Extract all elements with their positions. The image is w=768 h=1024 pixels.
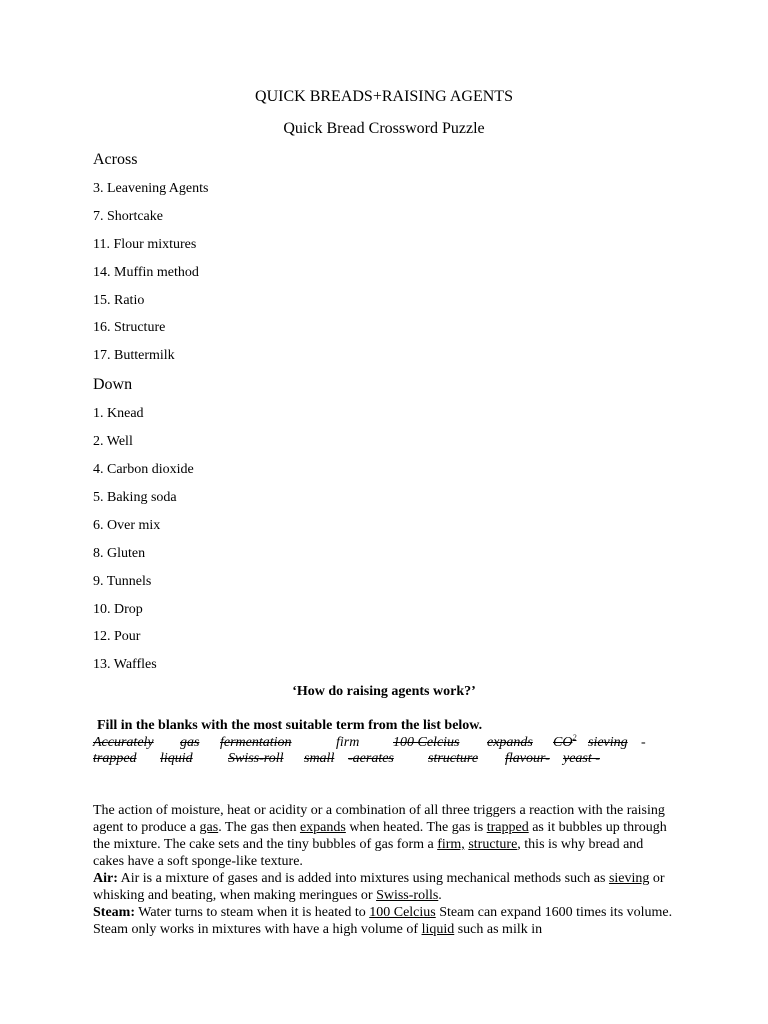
page-title: QUICK BREADS+RAISING AGENTS bbox=[255, 88, 513, 105]
text: or whisking and beating, when making meringues or bbox=[93, 871, 665, 903]
answer-liquid: liquid bbox=[421, 922, 455, 937]
text: when heated. The gas is bbox=[345, 820, 487, 835]
word-structure: structure bbox=[428, 751, 479, 766]
word-swiss-roll: Swiss-roll bbox=[228, 751, 284, 766]
answer-100-celcius: 100 Celcius bbox=[369, 905, 436, 920]
word-fermentation: fermentation bbox=[220, 735, 292, 750]
word-dash: - bbox=[641, 735, 646, 750]
answer-gas: gas bbox=[199, 820, 219, 835]
answer-sieving: sieving bbox=[608, 871, 650, 886]
word-aerates: -aerates bbox=[348, 751, 394, 766]
across-heading: Across bbox=[93, 151, 138, 168]
text: Water turns to steam when it is heated to bbox=[135, 905, 370, 920]
across-clue: 16. Structure bbox=[93, 320, 166, 335]
answer-expands: expands bbox=[299, 820, 346, 835]
word-firm: firm bbox=[336, 735, 360, 750]
word-co2-sup: 2 bbox=[572, 733, 577, 742]
word-co2-base: CO bbox=[553, 735, 573, 750]
air-label: Air: bbox=[93, 871, 118, 886]
answer-firm: firm, bbox=[437, 837, 465, 852]
down-clue: 8. Gluten bbox=[93, 546, 146, 561]
answer-structure: structure bbox=[468, 837, 518, 852]
across-clue: 3. Leavening Agents bbox=[93, 181, 209, 196]
instruction-text: Fill in the blanks with the most suitable term from the list below. bbox=[97, 718, 483, 733]
text: The action of moisture, heat or acidity or a combination of all three triggers a reaction with the raising agent to produce a bbox=[93, 803, 665, 835]
text: Steam can expand 1600 times its volume. Steam only works in mixtures with have a high volume of bbox=[93, 905, 673, 937]
text: , this is why bread and cakes have a soft sponge-like texture. bbox=[93, 837, 644, 869]
word-liquid: liquid bbox=[160, 751, 193, 766]
page-subtitle: Quick Bread Crossword Puzzle bbox=[283, 120, 485, 137]
word-yeast: yeast - bbox=[563, 751, 600, 766]
word-co2 bbox=[553, 735, 576, 751]
word-small: small bbox=[304, 751, 335, 766]
across-clue: 15. Ratio bbox=[93, 293, 145, 308]
paragraph-air bbox=[93, 870, 673, 904]
question-heading: ‘How do raising agents work?’ bbox=[292, 684, 476, 699]
down-clue: 5. Baking soda bbox=[93, 490, 177, 505]
word-sieving: sieving bbox=[588, 735, 628, 750]
down-clue: 9. Tunnels bbox=[93, 574, 152, 589]
down-clue: 10. Drop bbox=[93, 602, 143, 617]
across-clue: 7. Shortcake bbox=[93, 209, 163, 224]
answer-trapped: trapped bbox=[486, 820, 529, 835]
across-clue: 11. Flour mixtures bbox=[93, 237, 197, 252]
text: . The gas then bbox=[218, 820, 300, 835]
down-clue: 4. Carbon dioxide bbox=[93, 462, 194, 477]
across-clue: 14. Muffin method bbox=[93, 265, 199, 280]
answer-swiss-rolls: Swiss-rolls bbox=[376, 888, 439, 903]
down-heading: Down bbox=[93, 376, 133, 393]
down-clue: 2. Well bbox=[93, 434, 133, 449]
text: as it bubbles up through the mixture. The cake sets and the tiny bubbles of gas form a bbox=[93, 820, 667, 852]
paragraph-steam bbox=[93, 904, 673, 938]
word-100-celcius: 100 Celcius bbox=[393, 735, 460, 750]
down-clue: 13. Waffles bbox=[93, 657, 157, 672]
word-flavour: flavour- bbox=[505, 751, 550, 766]
text: such as milk in bbox=[454, 922, 543, 937]
down-clue: 6. Over mix bbox=[93, 518, 161, 533]
text: Air is a mixture of gases and is added into mixtures using mechanical methods such as bbox=[117, 871, 609, 886]
down-clue: 12. Pour bbox=[93, 629, 141, 644]
down-clue: 1. Knead bbox=[93, 406, 144, 421]
across-clue: 17. Buttermilk bbox=[93, 348, 175, 363]
steam-label: Steam: bbox=[93, 905, 135, 920]
word-gas: gas bbox=[180, 735, 200, 750]
word-accurately: Accurately bbox=[93, 735, 154, 750]
paragraph-action bbox=[93, 802, 673, 870]
text: . bbox=[438, 888, 442, 903]
word-trapped: trapped bbox=[93, 751, 137, 766]
word-expands: expands bbox=[487, 735, 533, 750]
